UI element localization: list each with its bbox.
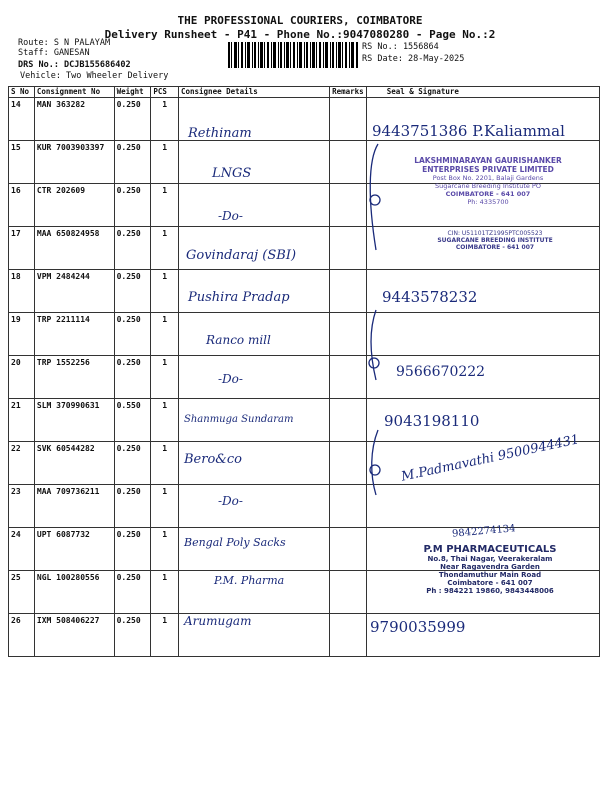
signature-24: 9842274134 xyxy=(451,523,516,540)
table-row xyxy=(9,313,600,356)
consignee-hand-14: Rethinam xyxy=(188,126,252,141)
cell-consignment-no: NGL 100280556 xyxy=(34,571,114,614)
table-row xyxy=(9,485,600,528)
cell-consignment-no: UPT 6087732 xyxy=(34,528,114,571)
cell-consignee xyxy=(178,184,329,227)
cell-pcs: 1 xyxy=(151,571,179,614)
table-row xyxy=(9,270,600,313)
cell-weight: 0.250 xyxy=(114,227,151,270)
cell-weight: 0.250 xyxy=(114,356,151,399)
consignee-hand-17: Govindaraj (SBI) xyxy=(186,248,297,263)
cell-sno: 15 xyxy=(9,141,35,184)
cell-pcs: 1 xyxy=(151,528,179,571)
route-label: Route: S N PALAYAM xyxy=(18,38,111,48)
cell-weight: 0.250 xyxy=(114,571,151,614)
cell-weight: 0.250 xyxy=(114,614,151,657)
cell-remarks xyxy=(330,98,367,141)
cell-consignment-no: KUR 7003903397 xyxy=(34,141,114,184)
cell-consignment-no: MAA 709736211 xyxy=(34,485,114,528)
rs-date: RS Date: 28-May-2025 xyxy=(362,54,465,64)
cell-remarks xyxy=(330,356,367,399)
col-header-consignee: Consignee Details xyxy=(178,87,329,98)
signature-18: 9443578232 xyxy=(382,288,478,306)
cell-pcs: 1 xyxy=(151,614,179,657)
cell-weight: 0.250 xyxy=(114,442,151,485)
cell-consignment-no: CTR 202609 xyxy=(34,184,114,227)
consignee-hand-25: P.M. Pharma xyxy=(214,574,285,587)
cell-weight: 0.250 xyxy=(114,184,151,227)
cell-remarks xyxy=(330,227,367,270)
cell-consignment-no: SLM 370990631 xyxy=(34,399,114,442)
cell-sno: 26 xyxy=(9,614,35,657)
cell-consignment-no: IXM 508406227 xyxy=(34,614,114,657)
cell-remarks xyxy=(330,442,367,485)
cell-remarks xyxy=(330,270,367,313)
cell-sno: 23 xyxy=(9,485,35,528)
cell-remarks xyxy=(330,528,367,571)
cell-weight: 0.250 xyxy=(114,98,151,141)
col-header-seal: Seal & Signature xyxy=(366,87,599,98)
cell-consignee xyxy=(178,356,329,399)
vehicle-label: Vehicle: Two Wheeler Delivery xyxy=(20,71,169,81)
cell-sno: 18 xyxy=(9,270,35,313)
cell-pcs: 1 xyxy=(151,184,179,227)
consignee-hand-18: Pushira Pradap xyxy=(188,290,290,305)
cell-pcs: 1 xyxy=(151,442,179,485)
cell-sno: 21 xyxy=(9,399,35,442)
cell-pcs: 1 xyxy=(151,313,179,356)
cell-sno: 16 xyxy=(9,184,35,227)
consignee-hand-26: Arumugam xyxy=(184,614,252,628)
consignee-hand-19: Ranco mill xyxy=(206,333,271,347)
cell-remarks xyxy=(330,141,367,184)
cell-consignee xyxy=(178,485,329,528)
cell-pcs: 1 xyxy=(151,356,179,399)
seal-pm-pharmaceuticals: P.M PHARMACEUTICALS No.8, Thai Nagar, Veerakeralam Near Ragavendra Garden Thondamuthur Main Road Coimbatore - 641 007 Ph : 984221 19860, 9843448006 xyxy=(423,544,557,595)
signature-26: 9790035999 xyxy=(370,618,466,636)
cell-consignment-no: TRP 1552256 xyxy=(34,356,114,399)
cell-pcs: 1 xyxy=(151,270,179,313)
cell-weight: 0.250 xyxy=(114,270,151,313)
cell-weight: 0.250 xyxy=(114,141,151,184)
drs-label: DRS No.: DCJB155686402 xyxy=(18,60,131,70)
cell-pcs: 1 xyxy=(151,98,179,141)
signature-20: 9566670222 xyxy=(396,364,486,380)
signature-23: M.Padmavathi 9500944431 xyxy=(400,432,581,485)
cell-consignee xyxy=(178,528,329,571)
cell-pcs: 1 xyxy=(151,485,179,528)
cell-sno: 19 xyxy=(9,313,35,356)
cell-weight: 0.250 xyxy=(114,528,151,571)
signature-21: 9043198110 xyxy=(384,412,480,430)
cell-pcs: 1 xyxy=(151,227,179,270)
cell-remarks xyxy=(330,399,367,442)
cell-consignment-no: TRP 2211114 xyxy=(34,313,114,356)
seal-lakshminarayan: LAKSHMINARAYAN GAURISHANKER ENTERPRISES PRIVATE LIMITED Post Box No. 2201, Balaji Gardens Sugarcane Breeding Institute PO COIMBATORE - 641 007 Ph: 4335700 xyxy=(414,156,562,206)
consignee-hand-23: -Do- xyxy=(218,494,243,508)
consignee-hand-21: Shanmuga Sundaram xyxy=(184,414,294,425)
cell-seal-signature xyxy=(366,485,599,528)
cell-sno: 22 xyxy=(9,442,35,485)
cell-weight: 0.550 xyxy=(114,399,151,442)
table-row xyxy=(9,399,600,442)
cell-remarks xyxy=(330,184,367,227)
cell-pcs: 1 xyxy=(151,141,179,184)
cell-remarks xyxy=(330,614,367,657)
rs-number: RS No.: 1556864 xyxy=(362,42,439,52)
barcode-image xyxy=(228,42,358,68)
cell-remarks xyxy=(330,485,367,528)
cell-consignment-no: VPM 2484244 xyxy=(34,270,114,313)
cell-sno: 17 xyxy=(9,227,35,270)
document-title: THE PROFESSIONAL COURIERS, COIMBATORE xyxy=(177,14,423,27)
signature-14: 9443751386 P.Kaliammal xyxy=(372,122,565,140)
cell-sno: 20 xyxy=(9,356,35,399)
consignee-hand-15: LNGS xyxy=(212,166,252,181)
col-header-remarks: Remarks xyxy=(330,87,367,98)
cell-weight: 0.250 xyxy=(114,313,151,356)
cell-sno: 25 xyxy=(9,571,35,614)
document-subtitle: Delivery Runsheet - P41 - Phone No.:9047080280 - Page No.:2 xyxy=(104,28,496,41)
col-header-pcs: PCS xyxy=(151,87,179,98)
consignee-hand-24: Bengal Poly Sacks xyxy=(184,536,286,549)
consignee-hand-16: -Do- xyxy=(218,209,243,223)
table-row xyxy=(9,614,600,657)
consignee-hand-22: Bero&co xyxy=(184,452,242,467)
cell-weight: 0.250 xyxy=(114,485,151,528)
cell-remarks xyxy=(330,313,367,356)
cell-consignment-no: MAN 363282 xyxy=(34,98,114,141)
cell-remarks xyxy=(330,571,367,614)
staff-label: Staff: GANESAN xyxy=(18,48,90,58)
cell-sno: 14 xyxy=(9,98,35,141)
col-header-sno: S No xyxy=(9,87,35,98)
col-header-consignment: Consignment No xyxy=(34,87,114,98)
cell-pcs: 1 xyxy=(151,399,179,442)
cell-consignment-no: SVK 60544282 xyxy=(34,442,114,485)
cell-consignment-no: MAA 650824958 xyxy=(34,227,114,270)
cell-consignee xyxy=(178,141,329,184)
cell-seal-signature xyxy=(366,313,599,356)
table-row xyxy=(9,356,600,399)
col-header-weight: Weight xyxy=(114,87,151,98)
consignee-hand-20: -Do- xyxy=(218,372,243,386)
table-header-row xyxy=(9,87,600,98)
cell-sno: 24 xyxy=(9,528,35,571)
seal-sugarcane: CIN: U51101TZ1995PTC005523 SUGARCANE BREEDING INSTITUTE COIMBATORE - 641 007 xyxy=(437,230,553,251)
